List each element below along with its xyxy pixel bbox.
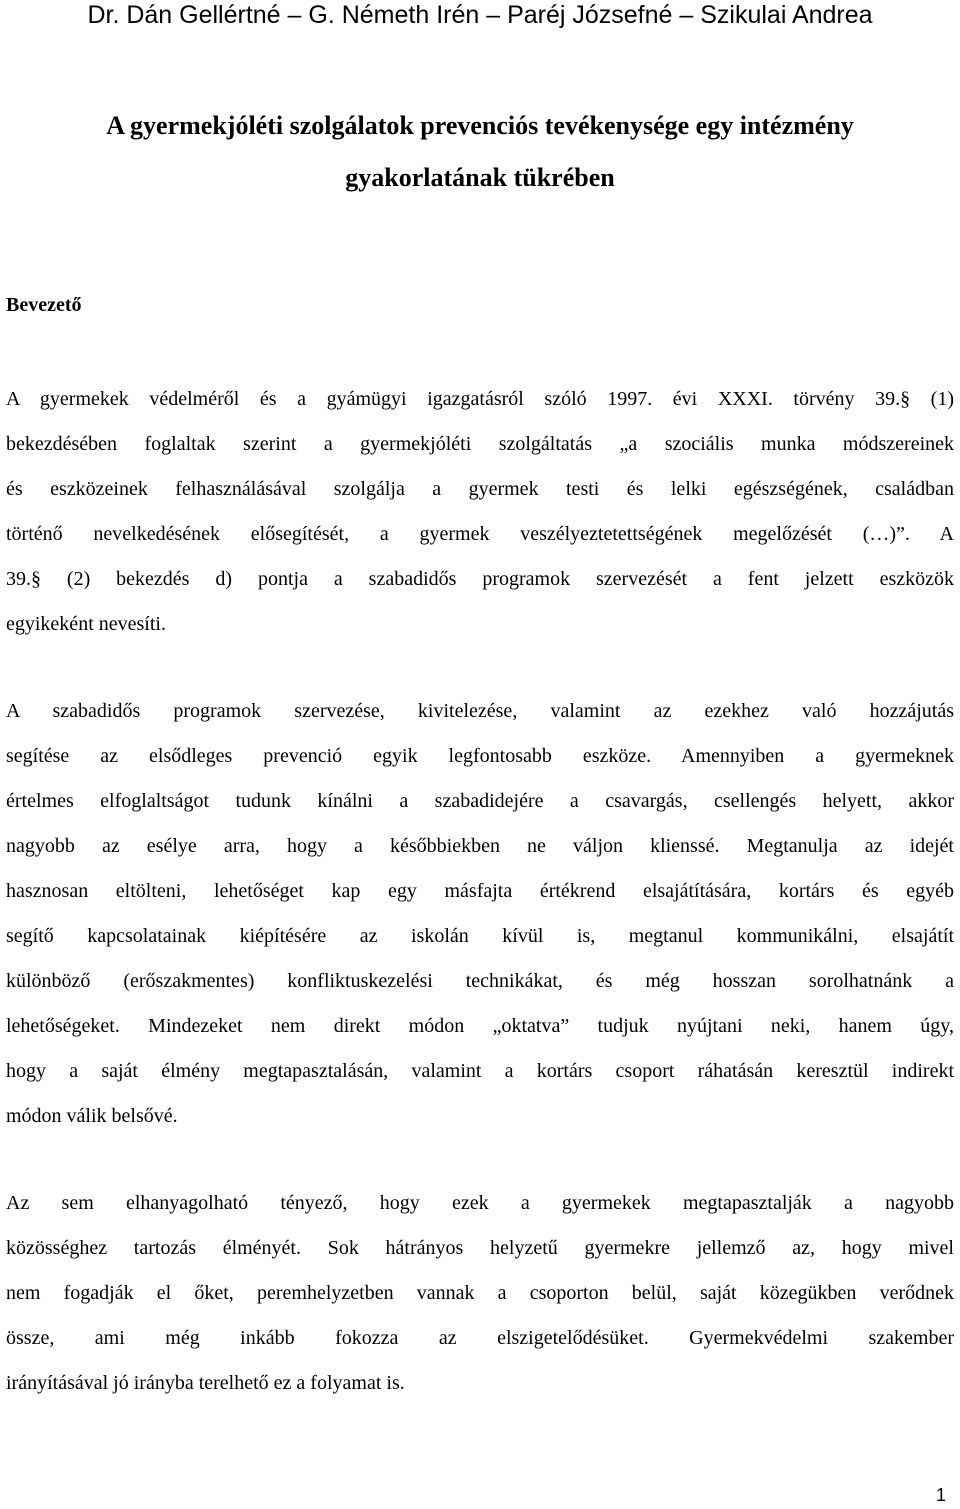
- paragraph-line: A gyermekek védelméről és a gyámügyi igazgatásról szóló 1997. évi XXXI. törvény 39.§ (1): [6, 388, 954, 410]
- paragraph-line: segítése az elsődleges prevenció egyik legfontosabb eszköze. Amennyiben a gyermeknek: [6, 745, 954, 767]
- title-line-2: gyakorlatának tükrében: [345, 163, 615, 192]
- paragraph-line: lehetőségeket. Mindezeket nem direkt módon „oktatva” tudjuk nyújtani neki, hanem úgy,: [6, 1015, 954, 1037]
- title-line-1: A gyermekjóléti szolgálatok prevenciós tevékenysége egy intézmény: [106, 111, 854, 140]
- paragraph-line: nagyobb az esélye arra, hogy a későbbiekben ne váljon klienssé. Megtanulja az idejét: [6, 835, 954, 857]
- paragraph-line: bekezdésében foglaltak szerint a gyermekjóléti szolgáltatás „a szociális munka módszereinek: [6, 433, 954, 455]
- paragraph-line: Az sem elhanyagolható tényező, hogy ezek a gyermekek megtapasztalják a nagyobb: [6, 1192, 954, 1214]
- paragraph-line: és eszközeinek felhasználásával szolgálja a gyermek testi és lelki egészségének, családban: [6, 478, 954, 500]
- paragraph-line: segítő kapcsolatainak kiépítésére az iskolán kívül is, megtanul kommunikálni, elsajátít: [6, 925, 954, 947]
- paragraph-line: össze, ami még inkább fokozza az elszigetelődésüket. Gyermekvédelmi szakember: [6, 1327, 954, 1349]
- document-title: [0, 100, 960, 204]
- paragraph: [6, 689, 954, 1139]
- paragraph-line: közösséghez tartozás élményét. Sok hátrányos helyzetű gyermekre jellemző az, hogy mivel: [6, 1237, 954, 1259]
- paragraph-line: történő nevelkedésének elősegítését, a gyermek veszélyeztetettségének megelőzését (…)”. A: [6, 523, 954, 545]
- paragraph-line: A szabadidős programok szervezése, kivitelezése, valamint az ezekhez való hozzájutás: [6, 700, 954, 722]
- paragraph-line: egyikeként nevesíti.: [6, 613, 166, 635]
- paragraph-line: 39.§ (2) bekezdés d) pontja a szabadidős programok szervezését a fent jelzett eszközök: [6, 568, 954, 590]
- paragraph-line: különböző (erőszakmentes) konfliktuskezelési technikákat, és még hosszan sorolhatnánk a: [6, 970, 954, 992]
- paragraph-line: hogy a saját élmény megtapasztalásán, valamint a kortárs csoport ráhatásán keresztül indirekt: [6, 1060, 954, 1082]
- authors-header: Dr. Dán Gellértné – G. Németh Irén – Paréj Józsefné – Szikulai Andrea: [87, 1, 873, 29]
- paragraph-line: irányításával jó irányba terelhető ez a folyamat is.: [6, 1372, 405, 1394]
- page-number: 1: [935, 1485, 946, 1505]
- paragraph-line: nem fogadják el őket, peremhelyzetben vannak a csoporton belül, saját közegükben verődnek: [6, 1282, 954, 1304]
- paragraph: [6, 377, 954, 647]
- section-heading: Bevezető: [6, 294, 82, 316]
- paragraph-line: hasznosan eltölteni, lehetőséget kap egy másfajta értékrend elsajátítására, kortárs és egyéb: [6, 880, 954, 902]
- paragraph-line: módon válik belsővé.: [6, 1105, 178, 1127]
- paragraph-line: értelmes elfoglaltságot tudunk kínálni a szabadidejére a csavargás, csellengés helyett, akkor: [6, 790, 954, 812]
- paragraph: [6, 1181, 954, 1406]
